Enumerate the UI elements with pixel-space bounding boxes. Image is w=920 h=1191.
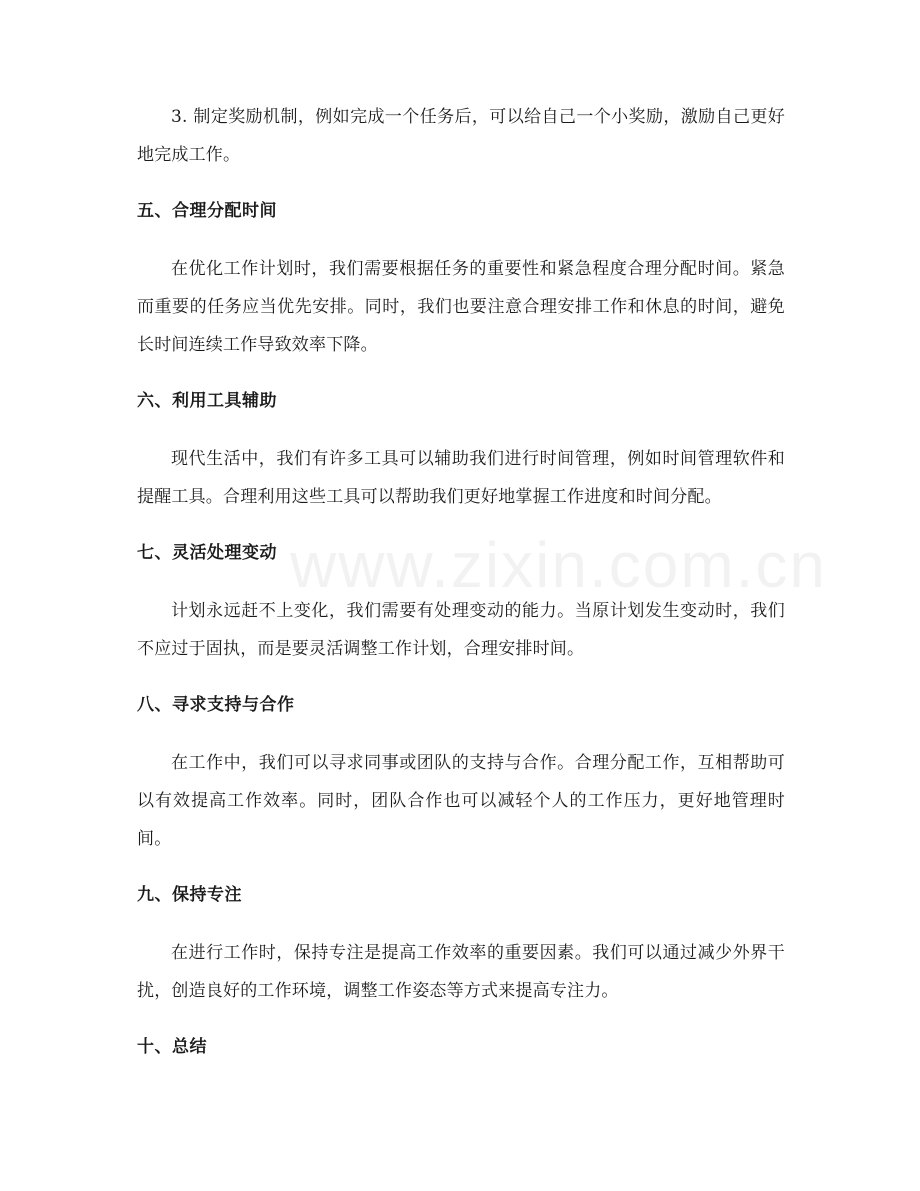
heading-use-tools: 六、利用工具辅助 bbox=[137, 391, 277, 411]
heading-time-allocation: 五、合理分配时间 bbox=[137, 201, 277, 221]
heading-support-cooperation: 八、寻求支持与合作 bbox=[137, 695, 295, 715]
heading-summary: 十、总结 bbox=[137, 1037, 207, 1057]
watermark: www.zixin.com.cn bbox=[290, 529, 827, 601]
paragraph-support-cooperation: 在工作中，我们可以寻求同事或团队的支持与合作。合理分配工作，互相帮助可以有效提高工作效率。同时，团队合作也可以减轻个人的工作压力，更好地管理时间。 bbox=[137, 753, 785, 849]
document-body bbox=[137, 98, 785, 1086]
heading-handle-changes: 七、灵活处理变动 bbox=[137, 543, 277, 563]
paragraph-reward-mechanism: 3. 制定奖励机制，例如完成一个任务后，可以给自己一个小奖励，激励自己更好地完成工作。 bbox=[137, 107, 785, 165]
paragraph-stay-focused: 在进行工作时，保持专注是提高工作效率的重要因素。我们可以通过减少外界干扰，创造良好的工作环境，调整工作姿态等方式来提高专注力。 bbox=[137, 943, 785, 1001]
paragraph-time-allocation: 在优化工作计划时，我们需要根据任务的重要性和紧急程度合理分配时间。紧急而重要的任务应当优先安排。同时，我们也要注意合理安排工作和休息的时间，避免长时间连续工作导致效率下降。 bbox=[137, 259, 785, 355]
paragraph-handle-changes: 计划永远赶不上变化，我们需要有处理变动的能力。当原计划发生变动时，我们不应过于固执，而是要灵活调整工作计划，合理安排时间。 bbox=[137, 601, 785, 659]
heading-stay-focused: 九、保持专注 bbox=[137, 885, 242, 905]
paragraph-use-tools: 现代生活中，我们有许多工具可以辅助我们进行时间管理，例如时间管理软件和提醒工具。合理利用这些工具可以帮助我们更好地掌握工作进度和时间分配。 bbox=[137, 449, 785, 507]
